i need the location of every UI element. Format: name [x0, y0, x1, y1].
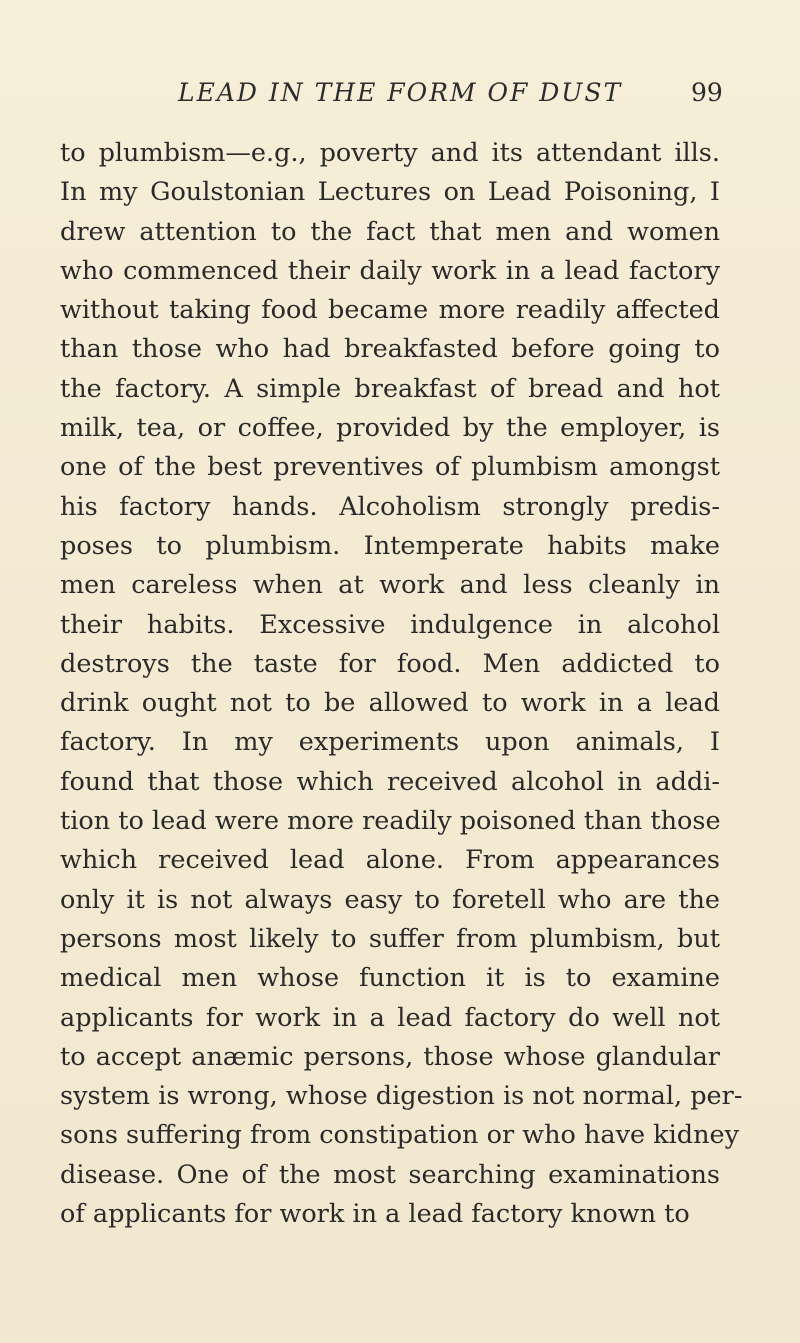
text-line: who commenced their daily work in a lead factory: [60, 255, 720, 286]
text-line: found that those which received alcohol in addi-: [60, 766, 720, 797]
text-line: disease. One of the most searching examinations: [60, 1159, 720, 1190]
text-line: milk, tea, or coffee, provided by the employer, is: [60, 413, 720, 444]
text-line: without taking food became more readily affected: [60, 295, 720, 326]
text-line: to plumbism—e.g., poverty and its attendant ills.: [60, 138, 720, 168]
text-line: tion to lead were more readily poisoned than those: [60, 806, 721, 837]
text-line: medical men whose function it is to examine: [60, 963, 720, 994]
text-line: system is wrong, whose digestion is not normal, per-: [60, 1081, 743, 1112]
text-line: only it is not always easy to foretell who are the: [60, 884, 720, 915]
text-line: sons suffering from constipation or who have kidney: [60, 1120, 740, 1151]
running-head: [0, 78, 800, 118]
text-line: destroys the taste for food. Men addicted to: [60, 648, 720, 679]
text-line: In my Goulstonian Lectures on Lead Poisoning, I: [60, 177, 720, 208]
text-line: one of the best preventives of plumbism amongst: [60, 452, 720, 483]
page-number: 99: [691, 78, 723, 107]
running-title: LEAD IN THE FORM OF DUST: [178, 78, 623, 107]
text-line: his factory hands. Alcoholism strongly predis-: [60, 491, 720, 522]
text-line: their habits. Excessive indulgence in alcohol: [60, 609, 720, 640]
text-line: drew attention to the fact that men and women: [60, 216, 720, 247]
text-line: the factory. A simple breakfast of bread and hot: [60, 373, 720, 404]
text-line: which received lead alone. From appearances: [60, 845, 720, 876]
text-line: drink ought not to be allowed to work in a lead: [60, 688, 720, 719]
text-line: poses to plumbism. Intemperate habits make: [60, 530, 720, 561]
text-line: than those who had breakfasted before going to: [60, 334, 720, 365]
text-line: applicants for work in a lead factory do well not: [60, 1002, 720, 1033]
text-line: persons most likely to suffer from plumbism, but: [60, 923, 720, 954]
text-line: men careless when at work and less cleanly in: [60, 570, 720, 601]
text-line: factory. In my experiments upon animals, I: [60, 727, 720, 758]
text-line: of applicants for work in a lead factory known to: [60, 1199, 690, 1230]
text-line: to accept anæmic persons, those whose glandular: [60, 1041, 720, 1072]
body-text: [60, 134, 743, 1234]
